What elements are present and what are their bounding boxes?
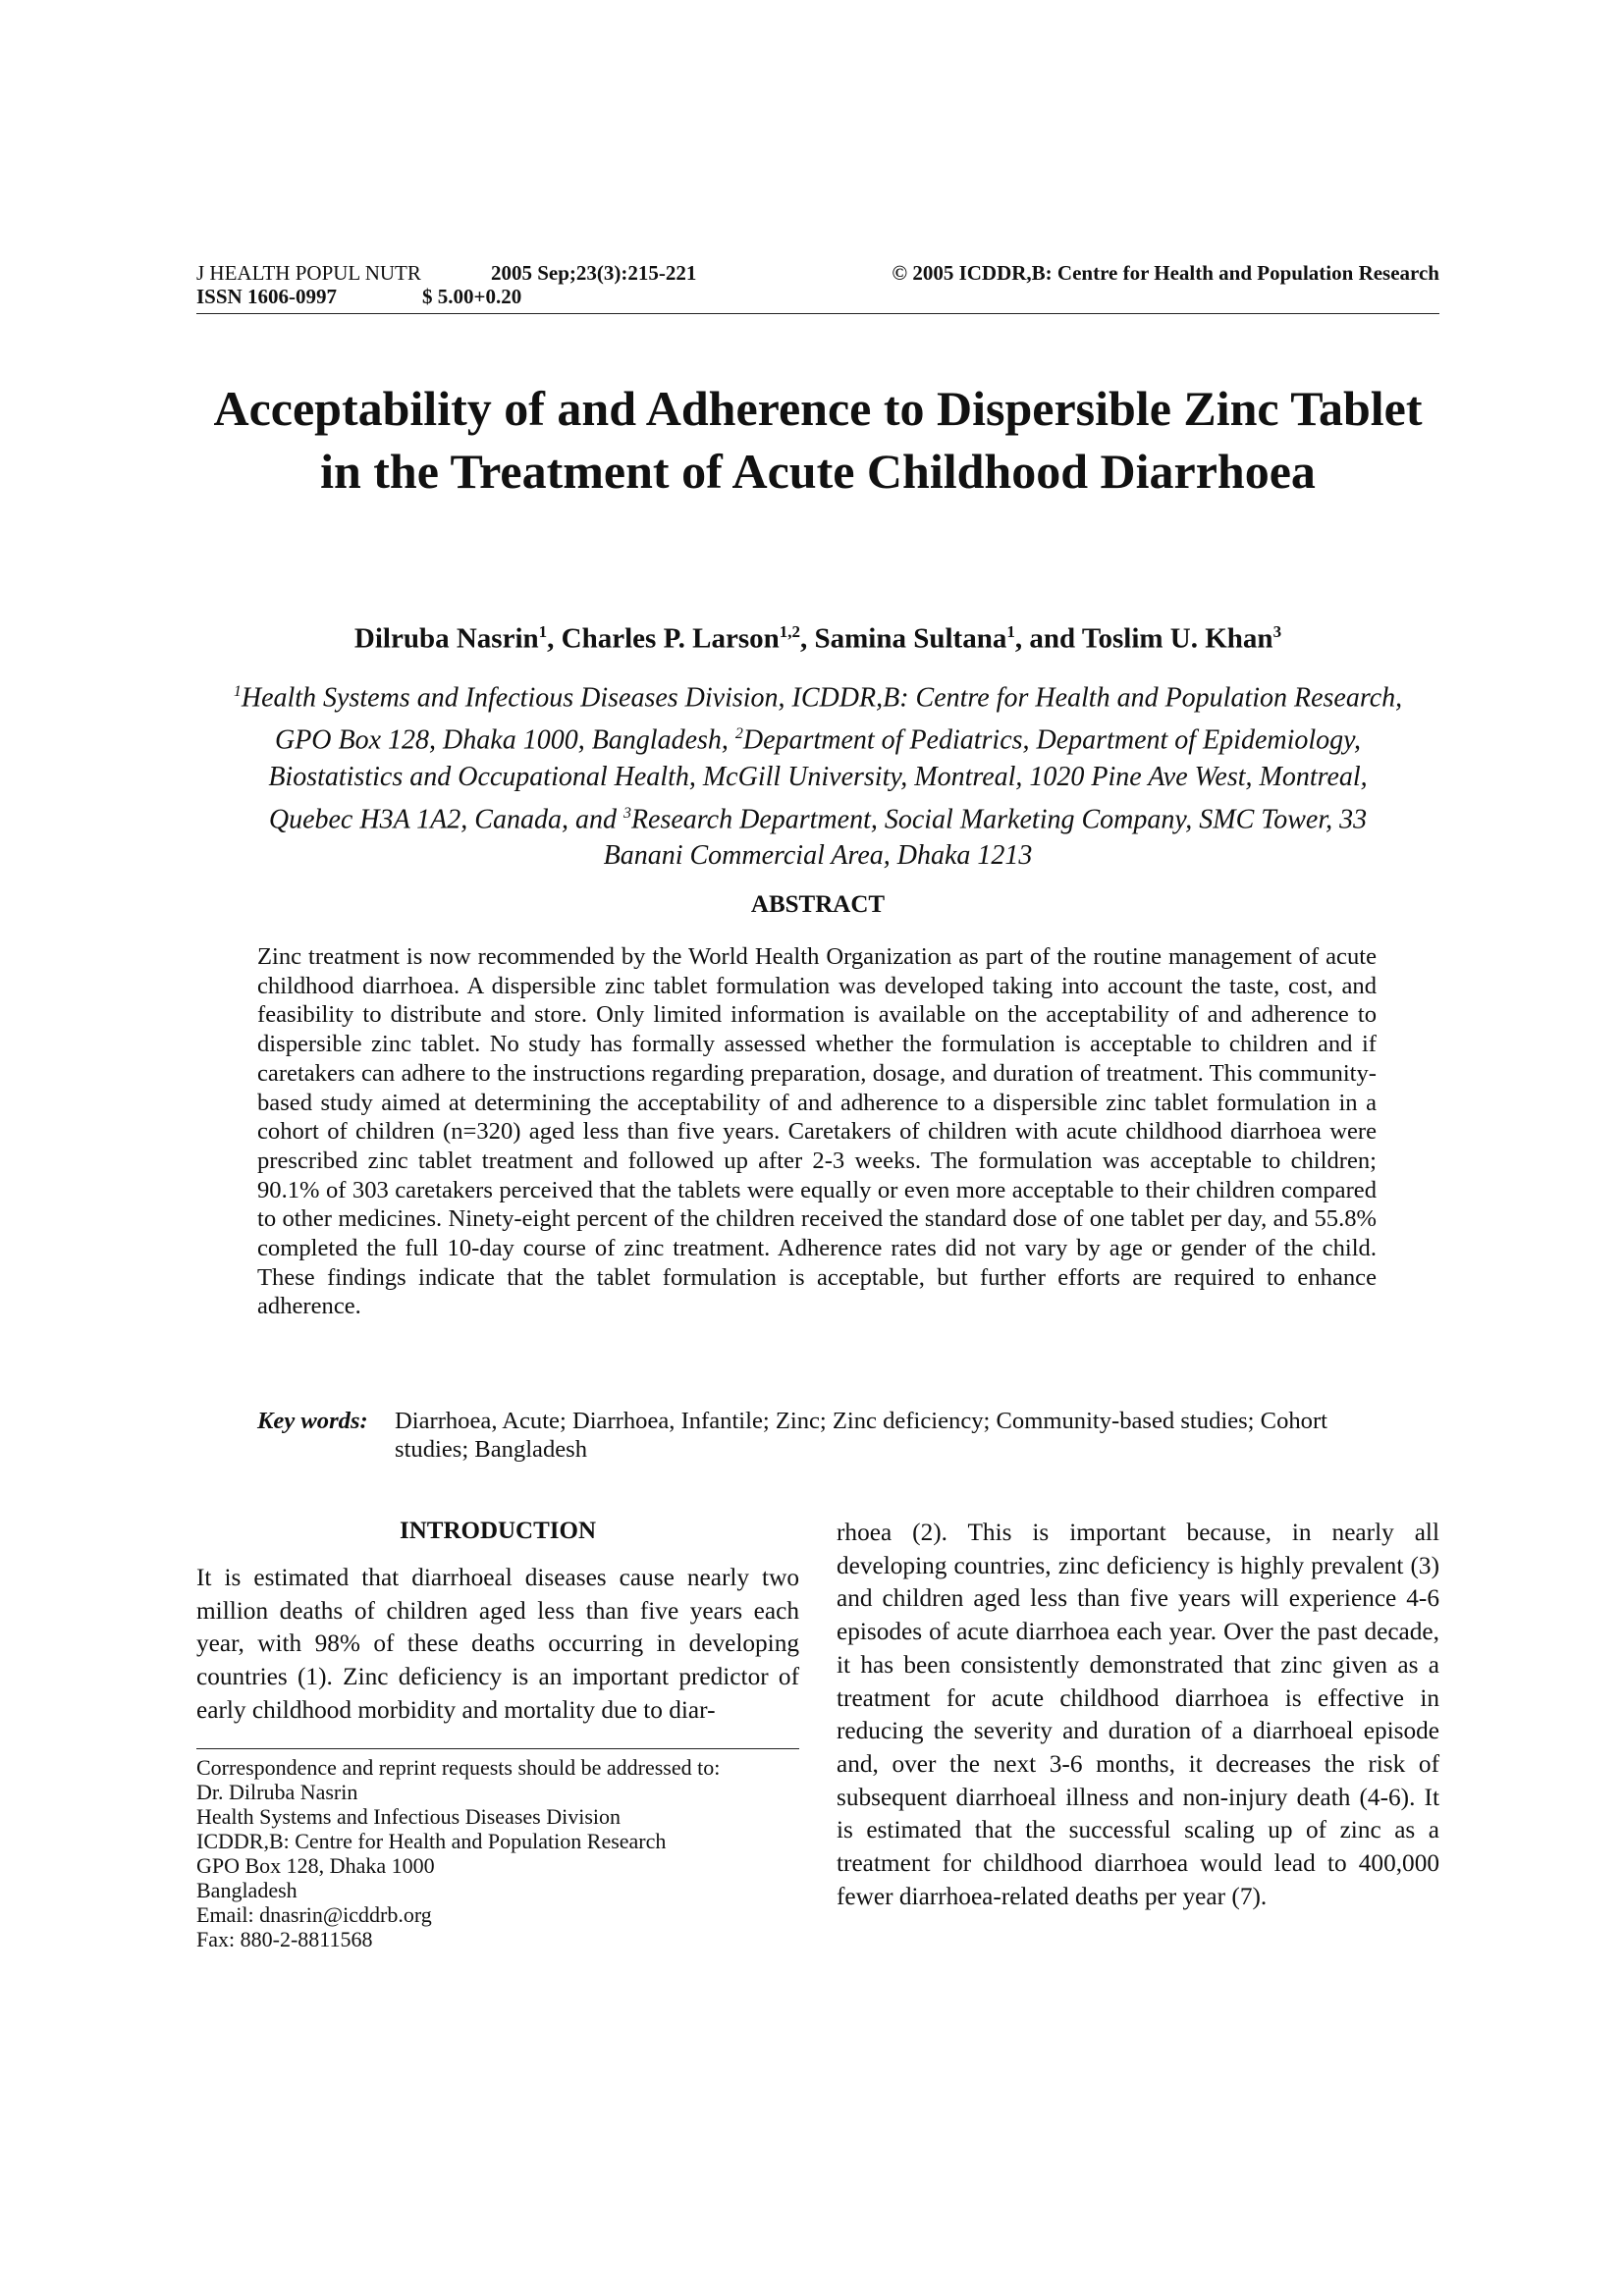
author-name: Samina Sultana xyxy=(814,622,1007,655)
affiliation-mark: 2 xyxy=(734,725,743,743)
article-title: Acceptability of and Adherence to Dispersible Zinc Tablet in the Treatment of Acute Childhood Diarrhoea xyxy=(213,381,1423,499)
price: $ 5.00+0.20 xyxy=(422,285,522,308)
correspondence-footnote xyxy=(196,1755,799,1951)
copyright-notice: © 2005 ICDDR,B: Centre for Health and Population Research xyxy=(892,261,1439,285)
issn: ISSN 1606-0997 xyxy=(196,285,337,308)
journal-name: J HEALTH POPUL NUTR xyxy=(196,261,421,285)
running-header xyxy=(196,261,1439,308)
correspondence-line: ICDDR,B: Centre for Health and Population Research xyxy=(196,1829,667,1853)
author-affiliation-mark: 1 xyxy=(1006,622,1015,641)
keywords xyxy=(257,1407,1377,1464)
author-name: Charles P. Larson xyxy=(561,622,780,655)
author-affiliation-mark: 1,2 xyxy=(779,622,800,641)
author-name: Dilruba Nasrin xyxy=(353,622,539,655)
author-separator: , xyxy=(547,622,562,655)
introduction-text-right: rhoea (2). This is important because, in nearly all developing countries, zinc deficiency is highly prevalent (3) and children aged less than five years will experience 4-6 episodes of acute diarrhoea each year. Over the past decade, it has been consistently demonstrated that zinc given as a treatment for acute childhood diarrhoea is effective in reducing the severity and duration of a diarrhoeal episode and, over the next 3-6 months, it decreases the risk of subsequent diarrhoeal illness and non-injury death (4-6). It is estimated that the successful scaling up of zinc as a treatment for childhood diarrhoea would lead to 400,000 fewer diarrhoea-related deaths per year (7). xyxy=(837,1519,1439,1910)
correspondence-fax: Fax: 880-2-8811568 xyxy=(196,1927,373,1951)
correspondence-line: Bangladesh xyxy=(196,1878,298,1902)
correspondence-email: Email: dnasrin@icddrb.org xyxy=(196,1902,432,1927)
affiliation-text: Research Department, Social Marketing Company, SMC Tower, 33 Banani Commercial Area, Dhaka 1213 xyxy=(603,803,1368,871)
correspondence-line: GPO Box 128, Dhaka 1000 xyxy=(196,1853,435,1878)
affiliation-mark: 1 xyxy=(233,683,242,700)
author-separator: , xyxy=(800,622,815,655)
author-name: Toslim U. Khan xyxy=(1081,622,1273,655)
author-affiliation-mark: 3 xyxy=(1272,622,1282,641)
affiliation-text: Department of Pediatrics, Department of Epidemiology, Biostatistics and Occupational Health, McGill University, Montreal, 1020 Pine Ave West, Montreal, Quebec H3A 1A2, Canada, and xyxy=(268,724,1368,834)
abstract-text: Zinc treatment is now recommended by the World Health Organization as part of the routine management of acute childhood diarrhoea. A dispersible zinc tablet formulation was developed taking into account the taste, cost, and feasibility to distribute and store. Only limited information is available on the acceptability of and adherence to dispersible zinc tablet. No study has formally assessed whether the formulation is acceptable to children and if caretakers can adhere to the instructions regarding preparation, dosage, and duration of treatment. This community-based study aimed at determining the acceptability of and adherence to a dispersible zinc tablet formulation in a cohort of children (n=320) aged less than five years. Caretakers of children with acute childhood diarrhoea were prescribed zinc tablet treatment and followed up after 2-3 weeks. The formulation was acceptable to children; 90.1% of 303 caretakers perceived that the tablets were equally or even more acceptable to their children compared to other medicines. Ninety-eight percent of the children received the standard dose of one tablet per day, and 55.8% completed the full 10-day course of zinc treatment. Adherence rates did not vary by age or gender of the child. These findings indicate that the tablet formulation is acceptable, but further efforts are required to enhance adherence. xyxy=(257,943,1377,1320)
keywords-label: Key words: xyxy=(257,1408,368,1434)
introduction-text-left: It is estimated that diarrhoeal diseases cause nearly two million deaths of children aged less than five years each year, with 98% of these deaths occurring in developing countries (1). Zinc deficiency is an important predictor of early childhood morbidity and mortality due to diar- xyxy=(196,1564,799,1724)
affiliations xyxy=(226,673,1410,874)
author-affiliation-mark: 1 xyxy=(538,622,548,641)
correspondence-line: Health Systems and Infectious Diseases Division xyxy=(196,1804,621,1829)
affiliation-mark: 3 xyxy=(622,804,631,822)
correspondence-line: Correspondence and reprint requests should be addressed to: xyxy=(196,1755,721,1780)
author-list xyxy=(196,613,1439,659)
author-separator: , and xyxy=(1014,622,1082,655)
abstract-heading: ABSTRACT xyxy=(750,891,886,918)
footnote-rule xyxy=(196,1748,799,1749)
correspondence-line: Dr. Dilruba Nasrin xyxy=(196,1780,358,1804)
introduction-heading: INTRODUCTION xyxy=(399,1518,597,1544)
left-column xyxy=(196,1517,799,1728)
journal-issue: 2005 Sep;23(3):215-221 xyxy=(491,261,697,285)
right-column xyxy=(837,1517,1439,1913)
affiliation-text: Health Systems and Infectious Diseases Division, ICDDR,B: Centre for Health and Population Research, GPO Box 128, Dhaka 1000, Bangladesh, xyxy=(241,682,1403,756)
keywords-text: Diarrhoea, Acute; Diarrhoea, Infantile; Zinc; Zinc deficiency; Community-based studies; Cohort studies; Bangladesh xyxy=(395,1408,1327,1463)
header-rule xyxy=(196,313,1439,314)
